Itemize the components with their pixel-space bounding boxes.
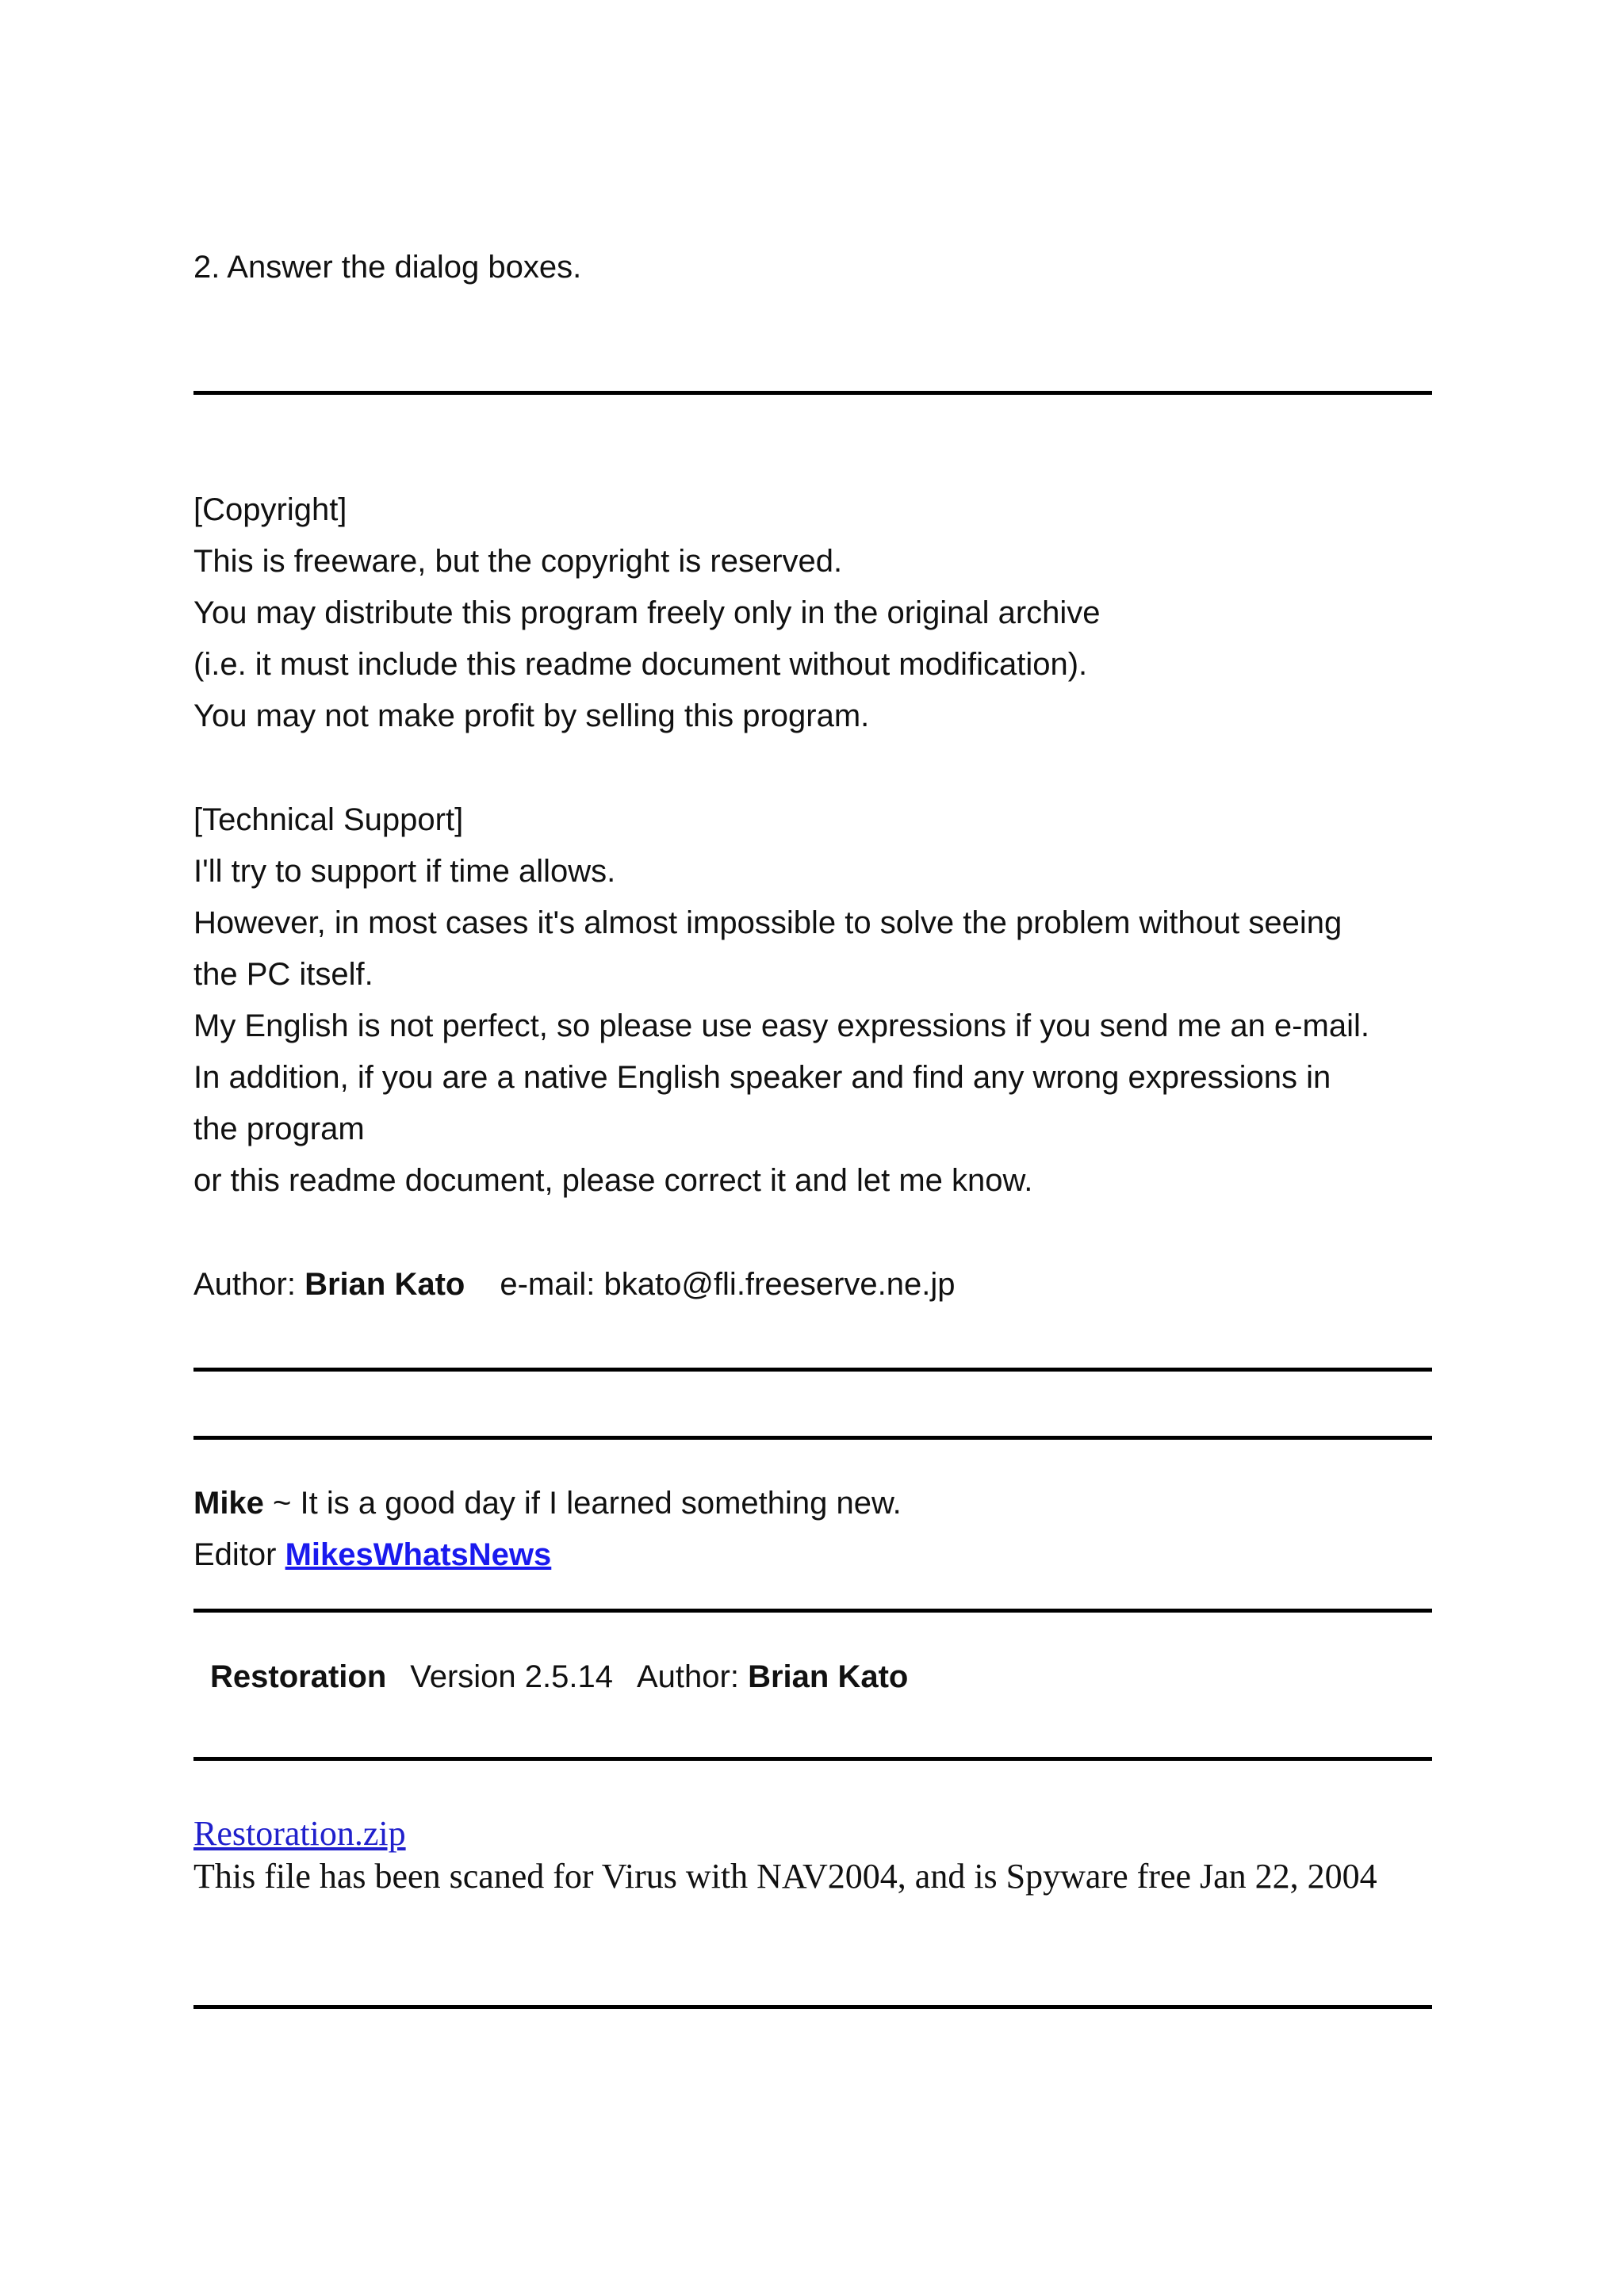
signature-tagline: ~ It is a good day if I learned something new.	[263, 1486, 902, 1521]
signature-name: Mike	[193, 1486, 264, 1521]
product-info-line	[210, 1651, 908, 1703]
copyright-heading: [Copyright]	[193, 492, 347, 527]
editor-line	[193, 1529, 551, 1581]
divider	[193, 1757, 1432, 1761]
support-line: However, in most cases it's almost impossible to solve the problem without seeing	[193, 905, 1342, 940]
support-line: My English is not perfect, so please use easy expressions if you send me an e-mail.	[193, 1008, 1369, 1043]
copyright-line: You may distribute this program freely only in the original archive	[193, 595, 1101, 630]
support-heading: [Technical Support]	[193, 802, 464, 837]
copyright-line: (i.e. it must include this readme document without modification).	[193, 647, 1088, 682]
support-line: the program	[193, 1112, 365, 1146]
support-line: I'll try to support if time allows.	[193, 854, 616, 889]
product-version: Version 2.5.14	[410, 1659, 613, 1694]
divider	[193, 1609, 1432, 1613]
divider	[193, 1436, 1432, 1440]
download-block	[193, 1812, 1432, 1898]
mikeswhatsnews-link[interactable]: MikesWhatsNews	[285, 1537, 552, 1572]
author-name: Brian Kato	[304, 1267, 465, 1302]
signature-line	[193, 1478, 902, 1529]
divider	[193, 391, 1432, 395]
divider	[193, 2005, 1432, 2009]
product-author-label: Author:	[637, 1659, 749, 1694]
divider	[193, 1368, 1432, 1372]
email-label: e-mail:	[500, 1267, 604, 1302]
copyright-line: You may not make profit by selling this program.	[193, 698, 870, 733]
instruction-step-2: 2. Answer the dialog boxes.	[193, 250, 582, 285]
product-name: Restoration	[210, 1659, 387, 1694]
support-line: In addition, if you are a native English speaker and find any wrong expressions in	[193, 1060, 1331, 1095]
restoration-zip-link[interactable]: Restoration.zip	[193, 1814, 406, 1853]
author-contact-line	[193, 1259, 956, 1311]
author-label: Author:	[193, 1267, 305, 1302]
support-line: or this readme document, please correct it and let me know.	[193, 1163, 1033, 1198]
product-author-name: Brian Kato	[748, 1659, 909, 1694]
scan-note: This file has been scaned for Virus with NAV2004, and is Spyware free Jan 22, 2004	[193, 1857, 1377, 1896]
author-email: bkato@fli.freeserve.ne.jp	[603, 1267, 956, 1302]
support-line: the PC itself.	[193, 957, 373, 992]
editor-label: Editor	[193, 1537, 285, 1572]
copyright-line: This is freeware, but the copyright is reserved.	[193, 544, 843, 579]
